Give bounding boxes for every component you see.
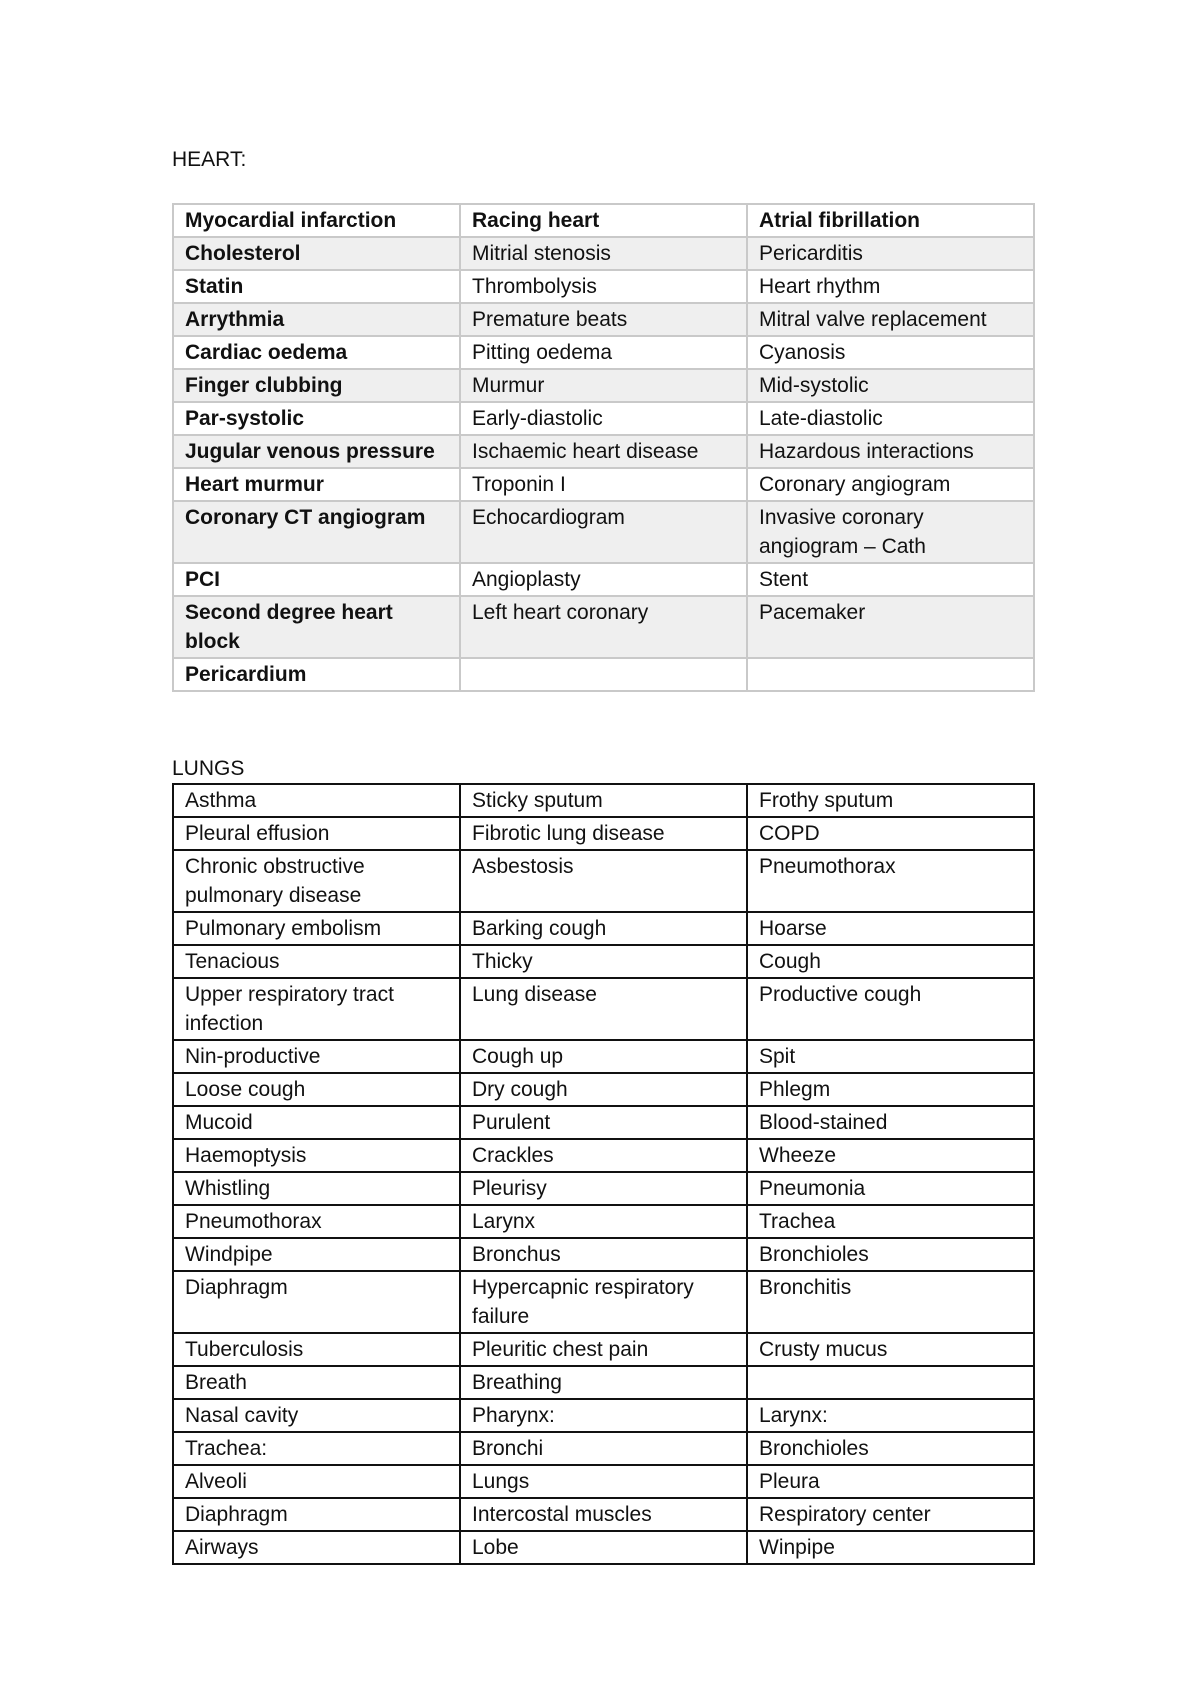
table-cell: Pharynx: (460, 1399, 747, 1432)
table-cell: Cardiac oedema (173, 336, 460, 369)
table-cell: Heart murmur (173, 468, 460, 501)
table-cell: Bronchi (460, 1432, 747, 1465)
table-cell: Atrial fibrillation (747, 204, 1034, 237)
table-cell: Mitral valve replacement (747, 303, 1034, 336)
heart-section-title: HEART: (172, 148, 247, 171)
table-row (173, 303, 1034, 336)
table-row (173, 270, 1034, 303)
table-cell: Coronary CT angiogram (173, 501, 460, 563)
table-cell: Diaphragm (173, 1271, 460, 1333)
table-row (173, 501, 1034, 563)
table-row (173, 1040, 1034, 1073)
table-cell: Wheeze (747, 1139, 1034, 1172)
table-cell: Statin (173, 270, 460, 303)
table-cell (460, 658, 747, 691)
table-cell: Cholesterol (173, 237, 460, 270)
table-cell: Upper respiratory tract infection (173, 978, 460, 1040)
table-cell: COPD (747, 817, 1034, 850)
table-row (173, 1432, 1034, 1465)
table-cell: Pneumothorax (747, 850, 1034, 912)
table-cell: Murmur (460, 369, 747, 402)
table-cell: Tuberculosis (173, 1333, 460, 1366)
table-row (173, 596, 1034, 658)
table-cell: PCI (173, 563, 460, 596)
table-cell: Angioplasty (460, 563, 747, 596)
table-cell: Late-diastolic (747, 402, 1034, 435)
table-row (173, 369, 1034, 402)
table-cell: Pericarditis (747, 237, 1034, 270)
table-cell: Alveoli (173, 1465, 460, 1498)
table-row (173, 1333, 1034, 1366)
table-cell (747, 658, 1034, 691)
table-row (173, 658, 1034, 691)
table-cell (747, 1366, 1034, 1399)
table-cell: Larynx: (747, 1399, 1034, 1432)
table-cell: Loose cough (173, 1073, 460, 1106)
table-row (173, 1531, 1034, 1564)
table-cell: Pleuritic chest pain (460, 1333, 747, 1366)
table-cell: Pitting oedema (460, 336, 747, 369)
table-row (173, 1498, 1034, 1531)
table-cell: Lungs (460, 1465, 747, 1498)
table-cell: Purulent (460, 1106, 747, 1139)
table-cell: Echocardiogram (460, 501, 747, 563)
table-row (173, 1271, 1034, 1333)
table-row (173, 402, 1034, 435)
table-cell: Par-systolic (173, 402, 460, 435)
table-cell: Hazardous interactions (747, 435, 1034, 468)
table-row (173, 1205, 1034, 1238)
table-cell: Haemoptysis (173, 1139, 460, 1172)
table-row (173, 468, 1034, 501)
table-cell: Coronary angiogram (747, 468, 1034, 501)
table-cell: Myocardial infarction (173, 204, 460, 237)
table-cell: Early-diastolic (460, 402, 747, 435)
table-row (173, 945, 1034, 978)
table-row (173, 1139, 1034, 1172)
table-cell: Mucoid (173, 1106, 460, 1139)
table-cell: Airways (173, 1531, 460, 1564)
table-cell: Bronchitis (747, 1271, 1034, 1333)
table-cell: Winpipe (747, 1531, 1034, 1564)
table-cell: Sticky sputum (460, 784, 747, 817)
table-cell: Windpipe (173, 1238, 460, 1271)
table-cell: Asthma (173, 784, 460, 817)
table-cell: Racing heart (460, 204, 747, 237)
table-cell: Pericardium (173, 658, 460, 691)
table-cell: Intercostal muscles (460, 1498, 747, 1531)
table-cell: Second degree heart block (173, 596, 460, 658)
table-cell: Chronic obstructive pulmonary disease (173, 850, 460, 912)
table-cell: Stent (747, 563, 1034, 596)
table-cell: Jugular venous pressure (173, 435, 460, 468)
table-cell: Respiratory center (747, 1498, 1034, 1531)
table-cell: Fibrotic lung disease (460, 817, 747, 850)
table-cell: Finger clubbing (173, 369, 460, 402)
table-cell: Cough (747, 945, 1034, 978)
table-row (173, 336, 1034, 369)
table-cell: Bronchioles (747, 1238, 1034, 1271)
table-cell: Crackles (460, 1139, 747, 1172)
table-cell: Invasive coronary angiogram – Cath (747, 501, 1034, 563)
table-cell: Pleural effusion (173, 817, 460, 850)
table-cell: Heart rhythm (747, 270, 1034, 303)
table-cell: Pulmonary embolism (173, 912, 460, 945)
table-row (173, 1366, 1034, 1399)
table-row (173, 1106, 1034, 1139)
table-row (173, 435, 1034, 468)
table-cell: Troponin I (460, 468, 747, 501)
table-cell: Productive cough (747, 978, 1034, 1040)
table-row (173, 784, 1034, 817)
table-cell: Ischaemic heart disease (460, 435, 747, 468)
table-row (173, 850, 1034, 912)
table-cell: Lung disease (460, 978, 747, 1040)
table-cell: Left heart coronary (460, 596, 747, 658)
table-cell: Lobe (460, 1531, 747, 1564)
table-cell: Pleurisy (460, 1172, 747, 1205)
table-cell: Cyanosis (747, 336, 1034, 369)
table-row (173, 563, 1034, 596)
table-cell: Tenacious (173, 945, 460, 978)
table-cell: Arrythmia (173, 303, 460, 336)
table-cell: Thicky (460, 945, 747, 978)
table-cell: Bronchioles (747, 1432, 1034, 1465)
table-cell: Bronchus (460, 1238, 747, 1271)
table-cell: Asbestosis (460, 850, 747, 912)
table-cell: Hoarse (747, 912, 1034, 945)
heart-terms-table (172, 203, 1035, 692)
table-cell: Breath (173, 1366, 460, 1399)
table-cell: Nasal cavity (173, 1399, 460, 1432)
table-cell: Pleura (747, 1465, 1034, 1498)
table-cell: Crusty mucus (747, 1333, 1034, 1366)
table-cell: Trachea: (173, 1432, 460, 1465)
table-cell: Breathing (460, 1366, 747, 1399)
table-row (173, 912, 1034, 945)
table-row (173, 204, 1034, 237)
table-cell: Trachea (747, 1205, 1034, 1238)
table-row (173, 817, 1034, 850)
table-cell: Nin-productive (173, 1040, 460, 1073)
table-cell: Pneumonia (747, 1172, 1034, 1205)
table-row (173, 1399, 1034, 1432)
table-cell: Hypercapnic respiratory failure (460, 1271, 747, 1333)
table-cell: Barking cough (460, 912, 747, 945)
table-cell: Premature beats (460, 303, 747, 336)
table-cell: Phlegm (747, 1073, 1034, 1106)
table-cell: Larynx (460, 1205, 747, 1238)
table-row (173, 1172, 1034, 1205)
table-cell: Diaphragm (173, 1498, 460, 1531)
table-cell: Frothy sputum (747, 784, 1034, 817)
table-cell: Mid-systolic (747, 369, 1034, 402)
lungs-section-title: LUNGS (172, 757, 245, 780)
table-cell: Spit (747, 1040, 1034, 1073)
table-cell: Pacemaker (747, 596, 1034, 658)
table-row (173, 237, 1034, 270)
lungs-terms-table (172, 783, 1035, 1565)
table-cell: Blood-stained (747, 1106, 1034, 1139)
table-row (173, 1465, 1034, 1498)
table-cell: Whistling (173, 1172, 460, 1205)
table-cell: Cough up (460, 1040, 747, 1073)
table-cell: Thrombolysis (460, 270, 747, 303)
table-row (173, 1073, 1034, 1106)
table-cell: Pneumothorax (173, 1205, 460, 1238)
table-cell: Mitrial stenosis (460, 237, 747, 270)
table-cell: Dry cough (460, 1073, 747, 1106)
table-row (173, 1238, 1034, 1271)
table-row (173, 978, 1034, 1040)
